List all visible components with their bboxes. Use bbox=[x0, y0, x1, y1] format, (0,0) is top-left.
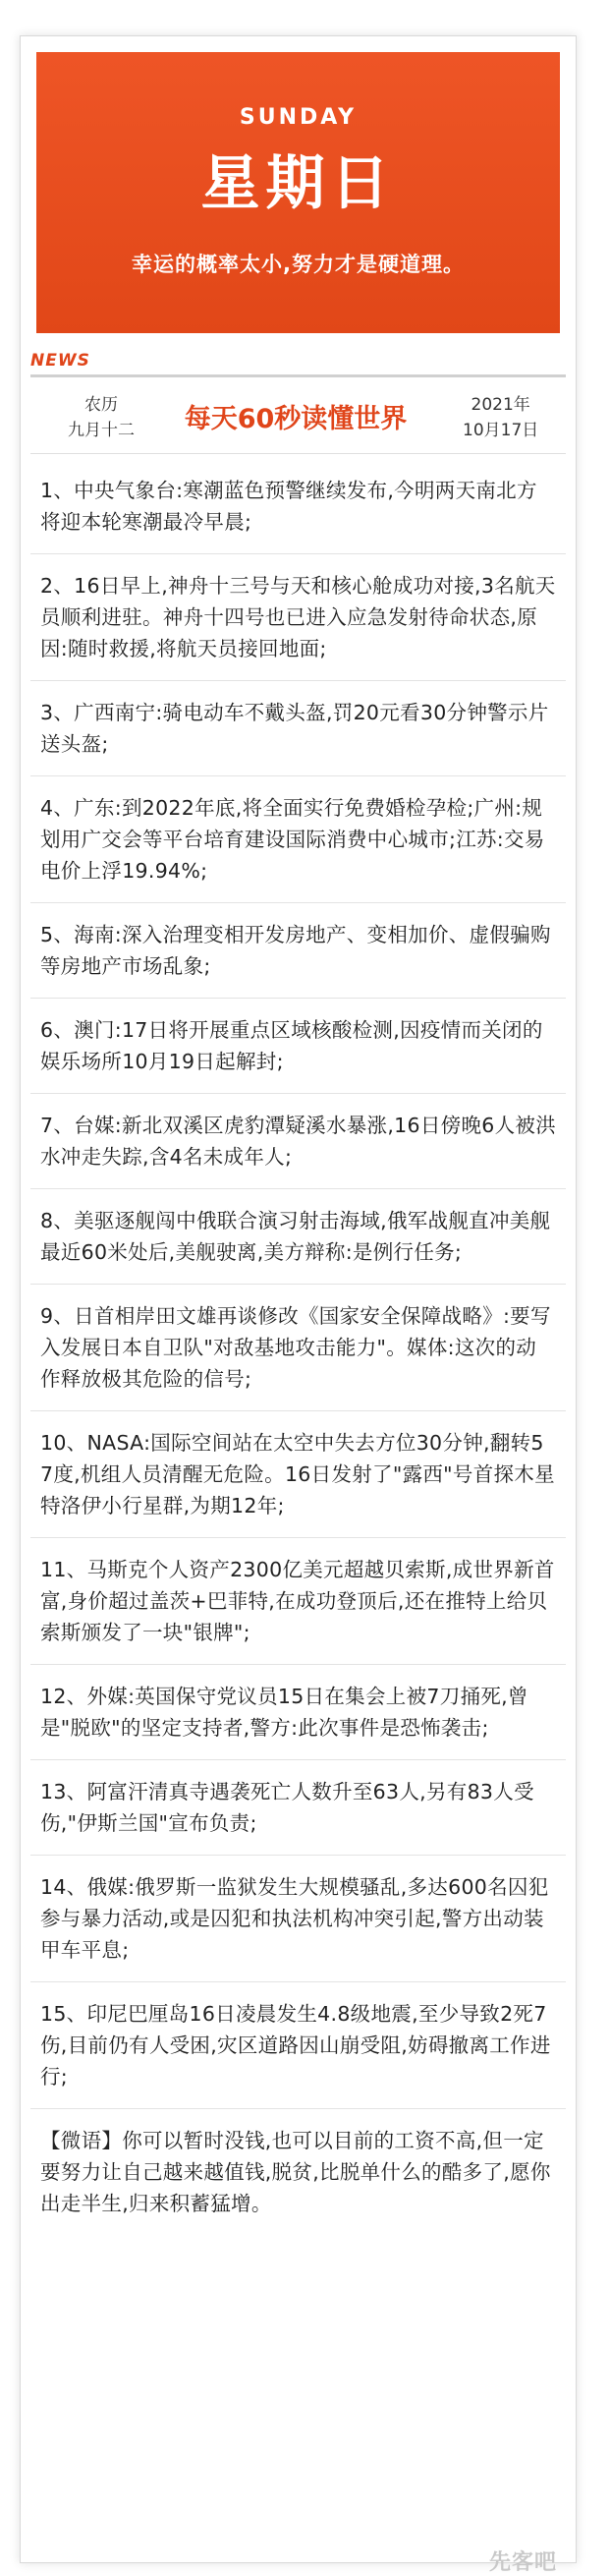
news-item: 7、台媒:新北双溪区虎豹潭疑溪水暴涨,16日傍晚6人被洪水冲走失踪,含4名未成年人; bbox=[30, 1094, 566, 1189]
weekday-banner bbox=[36, 52, 560, 333]
lunar-date-block bbox=[68, 392, 135, 443]
weekday-english: SUNDAY bbox=[239, 105, 358, 130]
news-card bbox=[20, 35, 577, 2563]
news-item: 15、印尼巴厘岛16日凌晨发生4.8级地震,至少导致2死7伤,目前仍有人受困,灾区道路因山崩受阻,妨碍撤离工作进行; bbox=[30, 1982, 566, 2109]
news-tag: NEWS bbox=[30, 351, 90, 371]
news-item: 14、俄媒:俄罗斯一监狱发生大规模骚乱,多达600名囚犯参与暴力活动,或是囚犯和执法机构冲突引起,警方出动装甲车平息; bbox=[30, 1856, 566, 1982]
news-item: 3、广西南宁:骑电动车不戴头盔,罚20元看30分钟警示片送头盔; bbox=[30, 681, 566, 776]
news-item: 10、NASA:国际空间站在太空中失去方位30分钟,翻转57度,机组人员清醒无危险。16日发射了"露西"号首探木星特洛伊小行星群,为期12年; bbox=[30, 1411, 566, 1538]
weekday-title: 星期日 bbox=[200, 149, 396, 218]
header-divider bbox=[30, 453, 566, 454]
daily-quote: 【微语】你可以暂时没钱,也可以目前的工资不高,但一定要努力让自己越来越值钱,脱贫,比脱单什么的酷多了,愿你出走半生,归来积蓄猛增。 bbox=[40, 2129, 551, 2215]
news-item: 11、马斯克个人资产2300亿美元超越贝索斯,成世界新首富,身价超过盖茨+巴菲特,在成功登顶后,还在推特上给贝索斯颁发了一块"银牌"; bbox=[30, 1538, 566, 1665]
gregorian-date-block bbox=[463, 392, 538, 443]
news-divider bbox=[30, 374, 566, 377]
news-item: 13、阿富汗清真寺遇袭死亡人数升至63人,另有83人受伤,"伊斯兰国"宣布负责; bbox=[30, 1760, 566, 1856]
news-item: 12、外媒:英国保守党议员15日在集会上被7刀捅死,曾是"脱欧"的坚定支持者,警方:此次事件是恐怖袭击; bbox=[30, 1665, 566, 1760]
lunar-label: 农历 bbox=[84, 395, 118, 415]
banner-motto: 幸运的概率太小,努力才是硬道理。 bbox=[132, 253, 465, 276]
watermark-logo: 先客吧 bbox=[489, 2550, 558, 2575]
news-list bbox=[30, 459, 566, 2235]
news-item: 4、广东:到2022年底,将全面实行免费婚检孕检;广州:规划用广交会等平台培育建设国际消费中心城市;江苏:交易电价上浮19.94%; bbox=[30, 776, 566, 903]
news-item: 1、中央气象台:寒潮蓝色预警继续发布,今明两天南北方将迎本轮寒潮最冷早晨; bbox=[30, 459, 566, 554]
news-item: 6、澳门:17日将开展重点区域核酸检测,因疫情而关闭的娱乐场所10月19日起解封; bbox=[30, 999, 566, 1094]
page-title: 每天60秒读懂世界 bbox=[184, 404, 408, 434]
news-item: 5、海南:深入治理变相开发房地产、变相加价、虚假骗购等房地产市场乱象; bbox=[30, 903, 566, 999]
year-label: 2021年 bbox=[471, 395, 530, 415]
date-label: 10月17日 bbox=[463, 421, 539, 440]
news-item: 9、日首相岸田文雄再谈修改《国家安全保障战略》:要写入发展日本自卫队"对敌基地攻击能力"。媒体:这次的动作释放极其危险的信号; bbox=[30, 1285, 566, 1411]
news-item: 2、16日早上,神舟十三号与天和核心舱成功对接,3名航天员顺利进驻。神舟十四号也已进入应急发射待命状态,原因:随时救援,将航天员接回地面; bbox=[30, 554, 566, 681]
lunar-date: 九月十二 bbox=[68, 421, 135, 440]
news-item: 8、美驱逐舰闯中俄联合演习射击海域,俄军战舰直冲美舰最近60米处后,美舰驶离,美方辩称:是例行任务; bbox=[30, 1189, 566, 1285]
